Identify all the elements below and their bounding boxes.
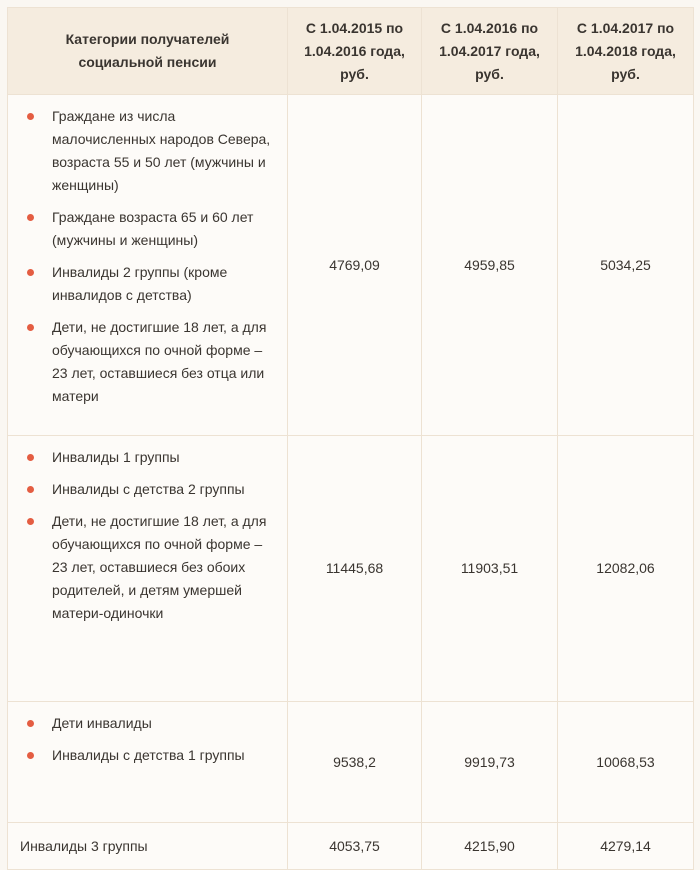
header-period-2016: С 1.04.2016 по 1.04.2017 года, руб. [422,8,558,95]
list-item [24,478,279,501]
value-2017: 12082,06 [558,436,694,702]
list-item [24,105,279,197]
bullet-icon [27,214,34,221]
category-cell [8,95,288,436]
list-item-text: Инвалиды 2 группы (кроме инвалидов с детства) [52,264,228,303]
list-item [24,510,279,625]
list-item-text: Инвалиды с детства 2 группы [52,481,245,497]
pension-table [7,7,694,870]
category-list [24,446,279,625]
value-2016: 4215,90 [422,823,558,870]
value-2015: 11445,68 [288,436,422,702]
header-period-2017: С 1.04.2017 по 1.04.2018 года, руб. [558,8,694,95]
category-cell: Инвалиды 3 группы [8,823,288,870]
list-item-text: Дети, не достигшие 18 лет, а для обучающихся по очной форме – 23 лет, оставшиеся без отца или матери [52,319,267,404]
table-row [8,95,694,436]
list-item [24,744,279,767]
header-category: Категории получателей социальной пенсии [8,8,288,95]
bullet-icon [27,113,34,120]
table-row [8,823,694,870]
value-2017: 4279,14 [558,823,694,870]
header-period-2015: С 1.04.2015 по 1.04.2016 года, руб. [288,8,422,95]
bullet-icon [27,454,34,461]
table-row [8,702,694,823]
list-item [24,446,279,469]
value-2016: 9919,73 [422,702,558,823]
bullet-icon [27,269,34,276]
value-2016: 4959,85 [422,95,558,436]
bullet-icon [27,518,34,525]
list-item-text: Инвалиды 1 группы [52,449,180,465]
list-item-text: Граждане из числа малочисленных народов Севера, возраста 55 и 50 лет (мужчины и женщины) [52,108,271,193]
value-2015: 9538,2 [288,702,422,823]
bullet-icon [27,752,34,759]
value-2015: 4053,75 [288,823,422,870]
bullet-icon [27,324,34,331]
value-2017: 5034,25 [558,95,694,436]
value-2015: 4769,09 [288,95,422,436]
list-item-text: Дети, не достигшие 18 лет, а для обучающихся по очной форме – 23 лет, оставшиеся без обоих родителей, и детям умершей матери-одиночки [52,513,267,621]
category-list [24,712,279,767]
list-item-text: Граждане возраста 65 и 60 лет (мужчины и женщины) [52,209,254,248]
value-2016: 11903,51 [422,436,558,702]
list-item [24,261,279,307]
category-cell [8,702,288,823]
list-item [24,316,279,408]
bullet-icon [27,720,34,727]
table-row [8,436,694,702]
list-item-text: Инвалиды с детства 1 группы [52,747,245,763]
table-header-row [8,8,694,95]
value-2017: 10068,53 [558,702,694,823]
list-item [24,712,279,735]
list-item-text: Дети инвалиды [52,715,152,731]
category-cell [8,436,288,702]
category-list [24,105,279,408]
list-item [24,206,279,252]
bullet-icon [27,486,34,493]
